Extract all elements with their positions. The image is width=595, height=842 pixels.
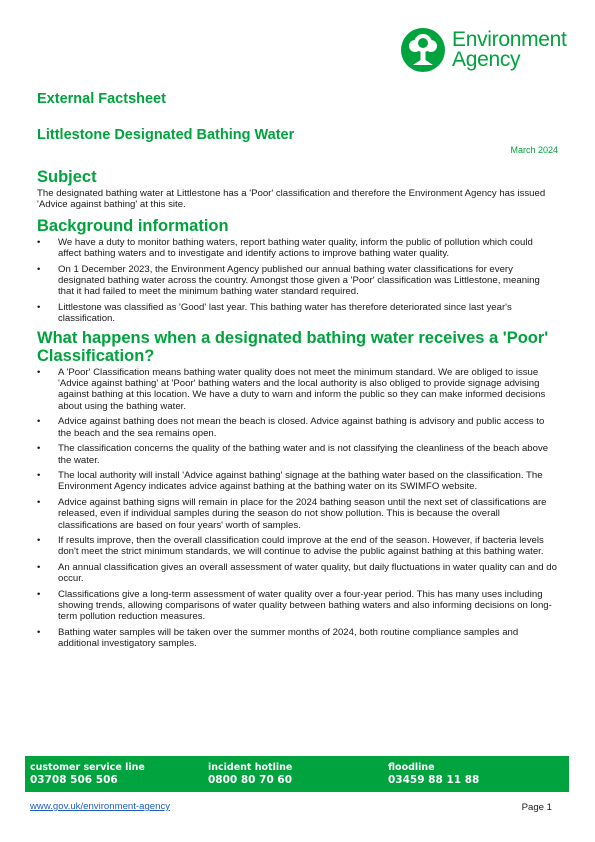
subject-text: The designated bathing water at Littlestone has a 'Poor' classification and therefore the Environment Agency has issued 'Advice against bathing' at this site. xyxy=(37,188,546,211)
list-item: • If results improve, then the overall classification could improve at the end of the season. However, if bacteria levels don't meet the strict minimum standards, we will continue to advise the public against bathing at this bathing water. xyxy=(37,535,557,558)
incident-hotline-number: 0800 80 70 60 xyxy=(208,774,293,786)
list-item: • A 'Poor' Classification means bathing water quality does not meet the minimum standard. We are obliged to issue 'Advice against bathing' at 'Poor' bathing waters and the local authority is also obliged to provide signage advising against bathing at this location. We have a duty to warn and inform the public so they can make informed decisions about using the bathing water. xyxy=(37,367,557,413)
list-item: • On 1 December 2023, the Environment Agency published our annual bathing water classifications for every designated bathing water across the country. Amongst those given a 'Poor' classification was Littlestone, meaning that it had failed to meet the minimum bathing water standard required. xyxy=(37,264,557,298)
logo-wordmark xyxy=(452,30,567,70)
subject-heading: Subject xyxy=(37,168,97,186)
publication-date: March 2024 xyxy=(510,145,558,155)
list-item: • Littlestone was classified as 'Good' last year. This bathing water has therefore deteriorated since last year's classification. xyxy=(37,302,557,325)
list-item: • Classifications give a long-term assessment of water quality over a four-year period. This has many uses including showing trends, allowing comparisons of water quality between bathing waters and also informing decisions on long-term pollution reduction measures. xyxy=(37,589,557,623)
customer-service-label: customer service line xyxy=(30,762,145,773)
environment-agency-logo xyxy=(400,26,570,74)
page-number: Page 1 xyxy=(521,802,552,813)
list-item: • An annual classification gives an overall assessment of water quality, but daily fluctuations in water quality can and do occur. xyxy=(37,562,557,585)
list-item: • Advice against bathing does not mean the beach is closed. Advice against bathing is advisory and public access to the beach and the sea remains open. xyxy=(37,416,557,439)
floodline-number: 03459 88 11 88 xyxy=(388,774,480,786)
incident-hotline-label: incident hotline xyxy=(208,762,293,773)
list-item: • We have a duty to monitor bathing waters, report bathing water quality, inform the public of pollution which could affect bathing waters and to investigate and identify actions to improve bathing water quality. xyxy=(37,237,557,260)
document-body xyxy=(37,168,557,654)
list-item: • Advice against bathing signs will remain in place for the 2024 bathing season until the next set of classifications are released, even if individual samples during the season do not show pollution. This is because the overall classifications are based on four years' worth of samples. xyxy=(37,497,557,531)
logo-line-2: Agency xyxy=(452,48,521,71)
logo-line-1: Environment xyxy=(452,28,567,51)
contact-footer-bar xyxy=(25,756,569,792)
customer-service-number: 03708 506 506 xyxy=(30,774,118,786)
website-link[interactable]: www.gov.uk/environment-agency xyxy=(30,801,171,812)
floodline-label: floodline xyxy=(388,762,435,773)
poor-classification-list xyxy=(37,367,557,650)
background-list xyxy=(37,237,557,325)
document-title: Littlestone Designated Bathing Water xyxy=(37,127,295,143)
list-item: • The classification concerns the quality of the bathing water and is not classifying the cleanliness of the beach above the water. xyxy=(37,443,557,466)
background-heading: Background information xyxy=(37,216,229,235)
list-item: • The local authority will install 'Advice against bathing' signage at the bathing water based on the classification. The Environment Agency indicates advice against bathing at the bathing water on its SWIMFO website. xyxy=(37,470,557,493)
floodline-block xyxy=(388,762,479,786)
customer-service-block xyxy=(30,762,145,786)
tree-logo-icon xyxy=(400,27,446,73)
list-item: • Bathing water samples will be taken over the summer months of 2024, both routine compliance samples and additional investigatory samples. xyxy=(37,627,557,650)
poor-classification-heading: What happens when a designated bathing water receives a 'Poor' Classification? xyxy=(37,328,549,365)
factsheet-title: External Factsheet xyxy=(37,91,166,107)
incident-hotline-block xyxy=(208,762,292,786)
